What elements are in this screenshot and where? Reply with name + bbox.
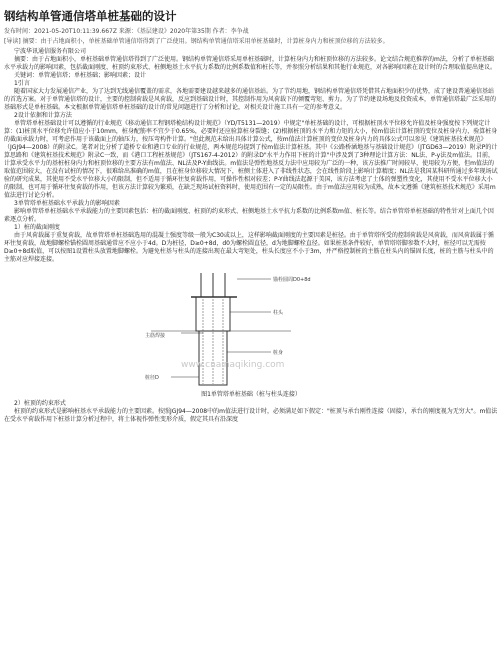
abstract: 摘要：由于占地面积小，单桩基础单管通信塔得到了广泛使用。钢结构单管通信塔采用单桩基础时，计算桩身内力和桩顶位移的方法较多。论文结合规范推荐的m法，分析了单桩基础水平承载力的影响因素，包括截面刚度、桩顶约束形式、桩侧地基土水平抗力系数的比例系数值和桩长等，并参照分析结果和其他行业规范，对各影响因素在设计时的合理取值提出建议。: [4, 56, 497, 71]
article-summary: [导读] 摘要：由于占地面积小，单桩基础单管通信塔得到了广泛使用。钢结构单管通信塔采用单桩基础时，计算桩身内力和桩顶位移的方法较多。: [4, 38, 389, 45]
keywords: 关键词：单管通信塔；单桩基础；影响因素；设计: [14, 72, 147, 79]
subsection-2-heading: 2）桩顶的约束形式: [14, 400, 66, 407]
section-1-heading: 1引言: [14, 80, 30, 87]
article-body-continued: [4, 400, 498, 424]
figure-note-5: 桩径D: [145, 375, 159, 381]
pile-connection-figure: [141, 267, 361, 387]
figure-note-1: 锚栓圆周D0+8d: [273, 277, 311, 283]
section-3-heading: 3单管塔单桩基础水平承载力的影响因素: [14, 200, 120, 207]
subsection-1-heading: 1）桩的截面刚度: [14, 224, 60, 231]
figure-note-2: 柱头: [273, 310, 284, 316]
section-3-text: 影响单管塔单桩基础水平承载能力的主要因素包括：桩的截面刚度、桩顶的约束形式、桩侧地基土水平抗力系数的比例系数m值、桩长等。结合单管塔单桩基础的特性针对上面几个因素逐点分析。: [4, 208, 494, 223]
figure-watermark: www.cnainaqiking.com: [181, 360, 285, 370]
subsection-1-text: 由于风荷载属于重复荷载，故单管塔单桩基础选用的混凝土强度等级一般为C30或以上，这样影响截面刚度的主要因素是桩径。由于单管塔所受的控制荷载是风荷载，而风荷载属于循环往复荷载，故地脚螺栓锚栓圆周基础通常应不应小于4d。D为桩径，D≥0+8d，d0为螺栓圆直径，d为地脚螺栓直径。如果桩基条件较好，单管塔塔脚参数不大时，桩径可以无需按D≥0+8d取值，可以按图1设置柱头放置地脚螺栓。为避免柱基与柱头的连接出现在最大弯矩处，柱头长度应不小于3m，并严格控制桩的主筋在柱头内的锚固长度，桩的主筋与柱头中的主筋对应焊接连接。: [4, 232, 494, 263]
section-1-text: 随着国家大力发展通信产业，为了达到无线通信覆盖的需求，各地需要建设越来越多的通信基站。为了节约用地，钢结构单管通信塔凭借其占地面积少的优势，成了建设普通通信基站的首选方案。对于单管通信塔的设计，主要的控制荷载是风荷载，反应到基础设计时，其控制作用为风荷载下的倾覆弯矩、剪力。为了节约建设场地及投资成本，单管通信塔最广泛采用的基础形式是单桩基础。本文根据单管通信塔单桩基础的设计的常见问题进行了分析和讨论，对相关设计施工具有一定的参考意义。: [4, 88, 497, 111]
pile-drawing: [141, 267, 361, 387]
subsection-2-text: 桩顶的约束形式是影响桩基水平承载能力的主要因素。按照JGJ94—2008中的m值法进行设计时，必须满足如下假定："桩顶与承台刚性连接（固接），承台的刚度视为无穷大"。m值法在受水平荷载作用下桩基计算分析过程中，将土体视作弹性变形介质，假定其具有沿深度: [4, 408, 498, 423]
article-body: [4, 48, 498, 264]
section-2-heading: 2设计依据和计算方法: [14, 112, 72, 119]
affiliation: 宁波华讯通信服务有限公司: [14, 48, 87, 55]
section-2-text: 单管塔单桩基础设计可以遵循的行业规范《移动通信工程钢塔桅结构设计规范》（YD/T5131—2019）中规定"单桩基础的设计，可根据桩顶水平位移允许值及桩身强度按下列规定计算：(1)桩顶水平位移允许值应小于10mm，桩身配筋率不宜少于0.65%，必要时还应验算桩身裂缝；(2)根据桩顶的水平力和力矩的大小，按m值法计算桩顶的变位及桩身内力，验算桩身的截面承载力时，可考虑作用于该截面上的轴压力，按压弯构件计算。"但此规范未给出具体计算公式，按m值法计算桩顶的变位及桩身内力的具体公式可以参见《建筑桩基技术规范》（JGJ94—2008）的附录C。笔者对比分析了道桥专业和港口专业的行业规范，两本规范均提到了按m值法计算桩基。其中《公路桥涵地基与基础设计规范》（JTGD63—2019）附录P的计算思路和《建筑桩基技术规范》附录C一致，而《港口工程桩基规范》（JTS167-4-2012）的附录D"水平力作用下桩的计算"中涉及到了3种理论计算方法：NL法、P-y法及m值法。目前，计算承受水平力的基桩桩身内力和桩顶位移的主要方法有m值法、NL法及P-Y曲线法。m值法是弹性地基反力法中应用较为广泛的一种，该方法推广时间较早，使用较为方便，但m值法的取值范围较大，在没有试桩的情况下，很难给出准确的m值，且在桩身位移较大情况下，桩侧土体进入了非线性状态，会在线性阶段上影响计算精度；NL法是我国某科研所通过多年现场试验的研究成果，其使用不受水平位移大小的限制，但不适用于循环往复荷载作用，可操作性相对较差；P-Y曲线法起源于美国，该方法考虑了土体的弹塑性变化，其使用不受水平位移大小的限制，也可用于循环往复荷载的作用，但该方法计算较为繁琐，在缺乏现场试桩资料时，使用范围有一定的局限性。由于m值法应用较为成熟，故本文遵循《建筑桩基技术规范》采用m值法进行讨论分析。: [4, 120, 498, 199]
figure-note-4: 主筋焊接: [145, 333, 166, 339]
figure-caption: 图1单管塔单桩基础（桩与柱头连接）: [201, 391, 301, 398]
figure-note-3: 桩身: [273, 350, 284, 356]
article-title: 钢结构单管通信塔单桩基础的设计: [4, 9, 177, 23]
article-meta: 发布时间：2021-05-20T10:11:39.667Z 来源：《基层建设》2020年第35期 作者：李争战: [4, 28, 249, 35]
